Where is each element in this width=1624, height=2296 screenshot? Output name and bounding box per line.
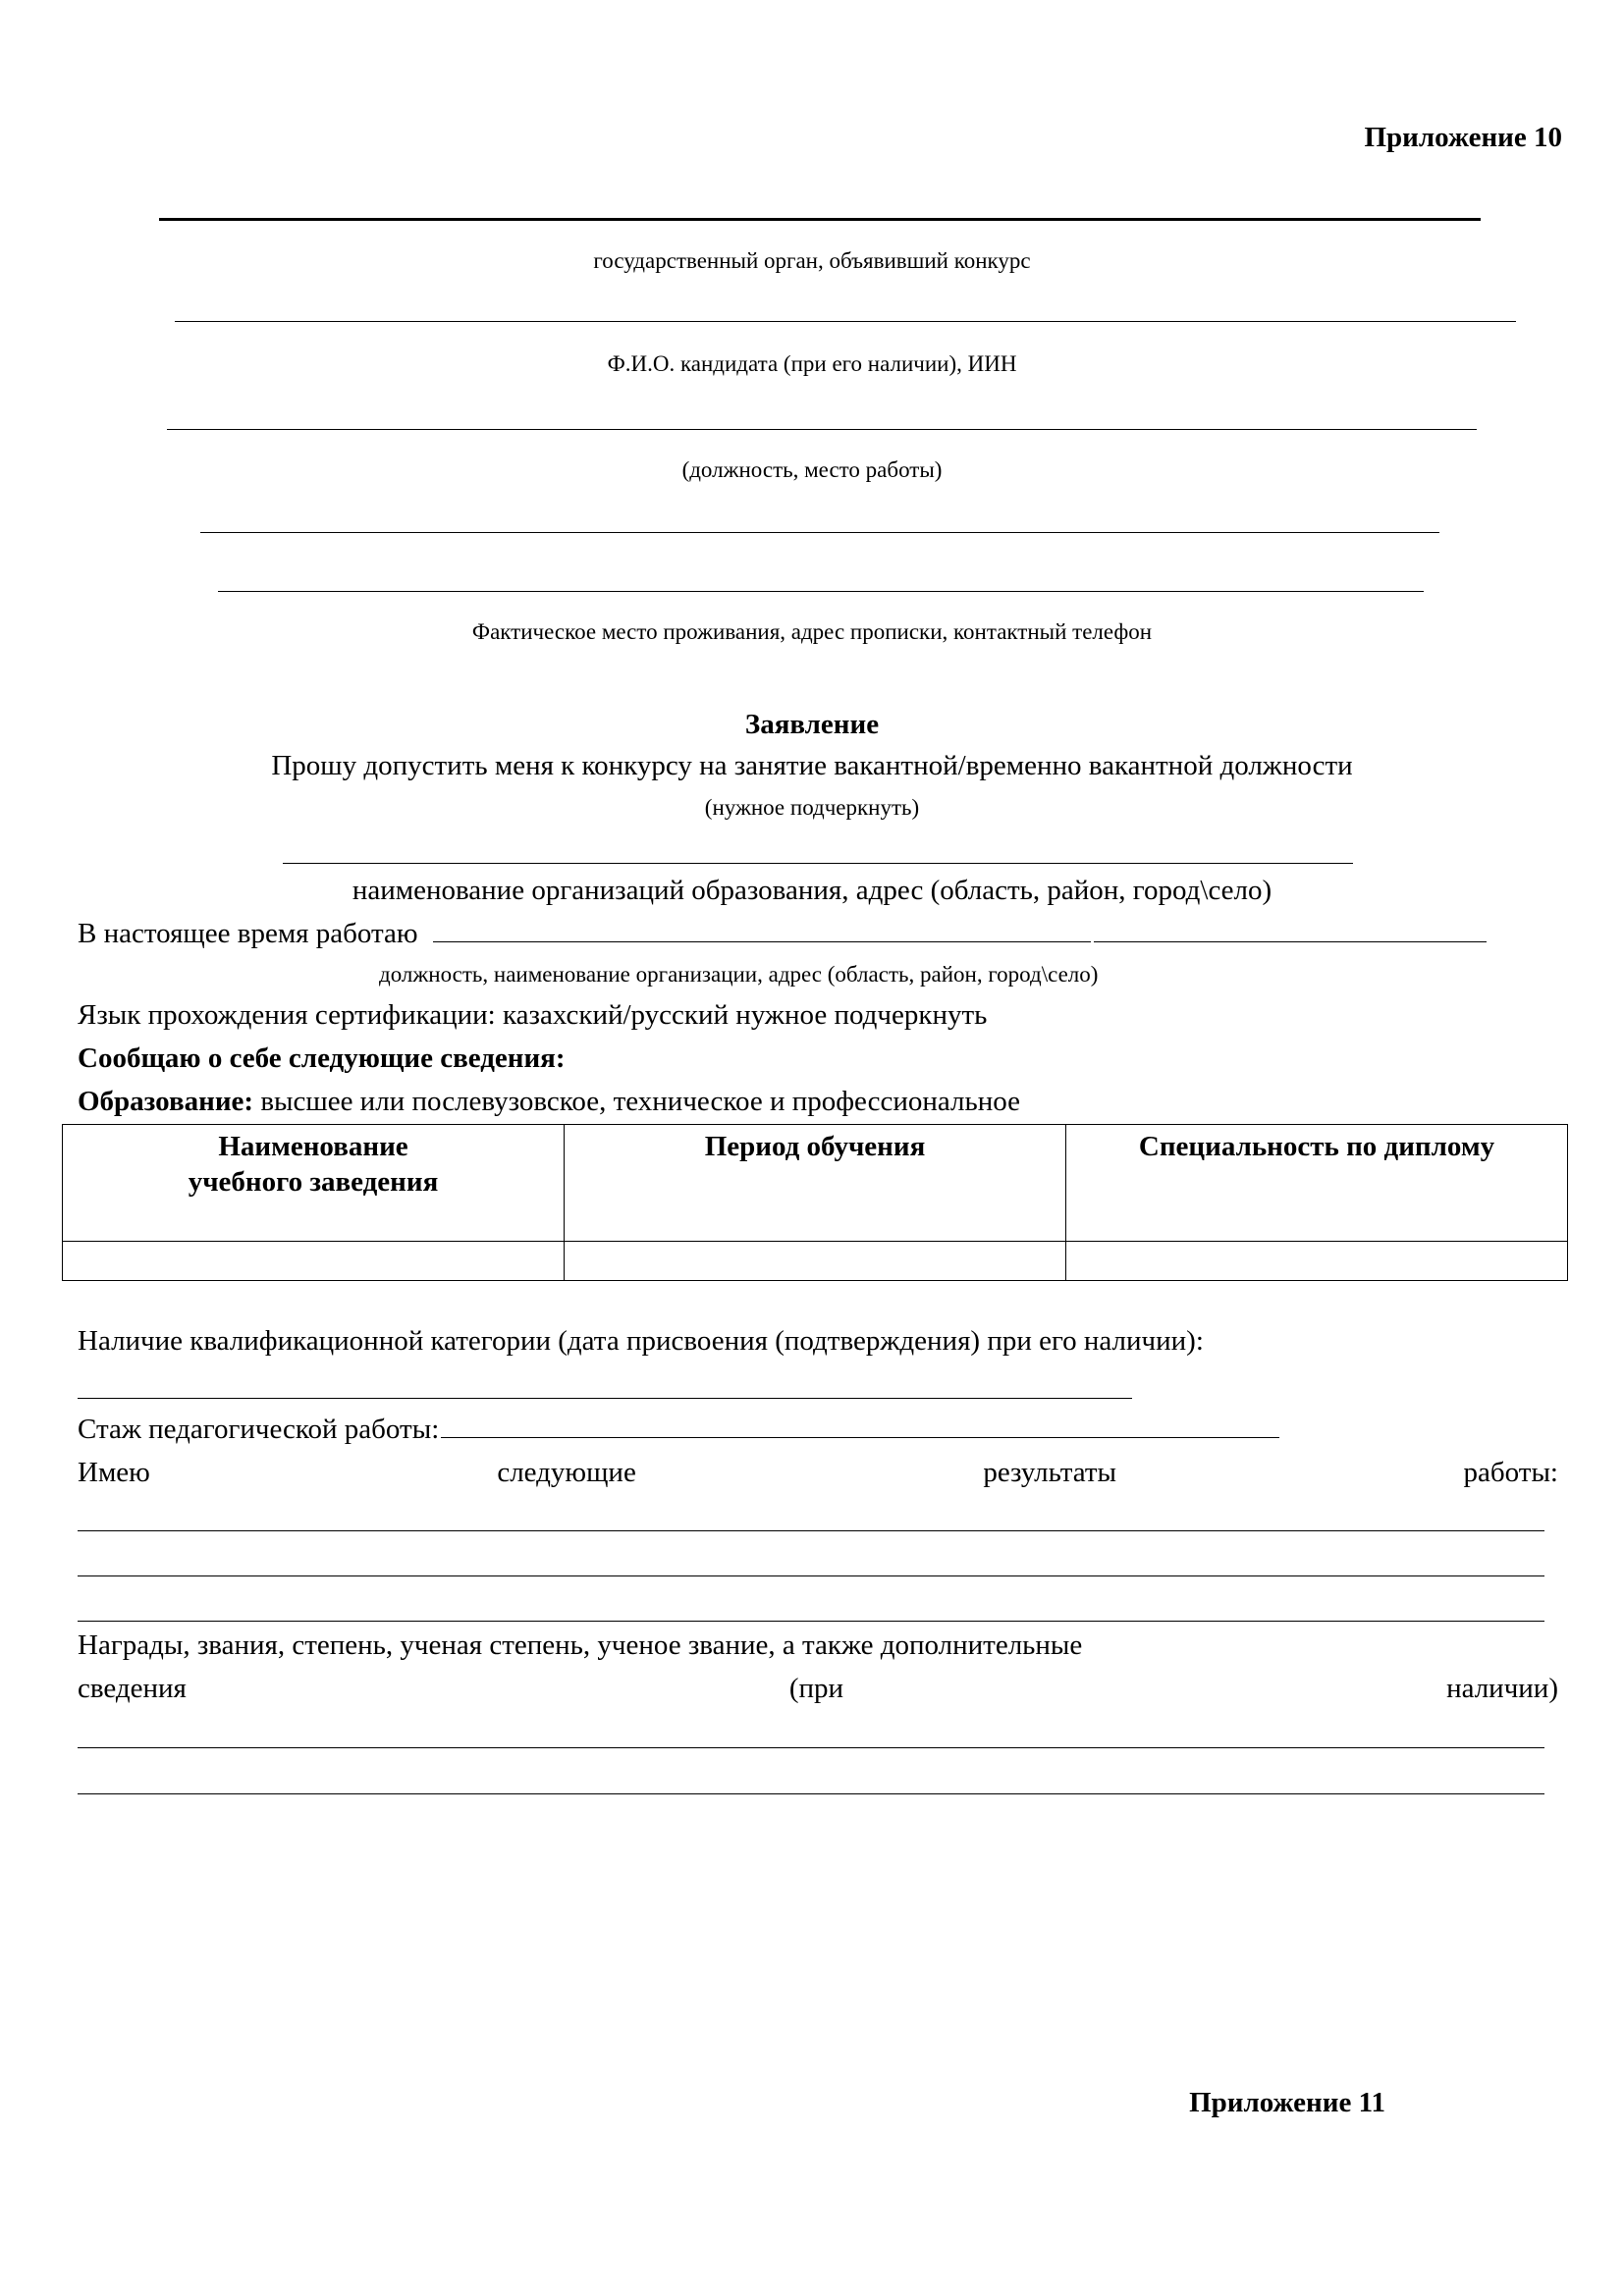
statement-title: Заявление bbox=[744, 709, 880, 740]
cell-institution[interactable] bbox=[63, 1242, 565, 1281]
language-line: Язык прохождения сертификации: казахский/русский нужное подчеркнуть bbox=[78, 999, 988, 1031]
awards-line: Награды, звания, степень, ученая степень, ученое звание, а также дополнительные bbox=[78, 1629, 1083, 1661]
working-line-2[interactable] bbox=[1094, 941, 1487, 942]
address-line-1[interactable] bbox=[200, 532, 1439, 533]
awards-answer-line-1[interactable] bbox=[78, 1747, 1544, 1748]
address-line-2[interactable] bbox=[218, 591, 1424, 592]
position-caption: (должность, место работы) bbox=[681, 457, 943, 482]
appendix-10-label: Приложение 10 bbox=[1364, 122, 1562, 153]
results-word-3: результаты bbox=[983, 1457, 1117, 1488]
results-answer-line-1[interactable] bbox=[78, 1530, 1544, 1531]
results-answer-line-3[interactable] bbox=[78, 1621, 1544, 1622]
header-specialty: Специальность по диплому bbox=[1066, 1125, 1568, 1242]
education-table-header-row bbox=[63, 1125, 1568, 1242]
awards-word-2: (при bbox=[788, 1673, 844, 1704]
qualification-answer-line[interactable] bbox=[78, 1398, 1132, 1399]
qualification-line: Наличие квалификационной категории (дата присвоения (подтверждения) при его наличии): bbox=[78, 1325, 1204, 1357]
results-line bbox=[78, 1457, 1558, 1489]
organization-line[interactable] bbox=[283, 863, 1353, 864]
org-line[interactable] bbox=[159, 218, 1481, 221]
underline-note: (нужное подчеркнуть) bbox=[704, 795, 920, 820]
address-caption: Фактическое место проживания, адрес прописки, контактный телефон bbox=[471, 619, 1153, 644]
header-institution: Наименование учебного заведения bbox=[63, 1125, 565, 1242]
statement-request: Прошу допустить меня к конкурсу на занятие вакантной/временно вакантной должности bbox=[271, 750, 1353, 781]
cell-period[interactable] bbox=[565, 1242, 1066, 1281]
about-heading: Сообщаю о себе следующие сведения: bbox=[78, 1042, 566, 1074]
fio-line[interactable] bbox=[175, 321, 1516, 322]
education-table-row bbox=[63, 1242, 1568, 1281]
organization-caption: наименование организаций образования, адрес (область, район, город\село) bbox=[352, 875, 1272, 906]
education-line bbox=[78, 1086, 1020, 1118]
results-word-1: Имею bbox=[78, 1457, 150, 1488]
results-answer-line-2[interactable] bbox=[78, 1575, 1544, 1576]
awards-word-3: наличии) bbox=[1446, 1673, 1558, 1704]
awards-answer-line-2[interactable] bbox=[78, 1793, 1544, 1794]
appendix-11-label: Приложение 11 bbox=[1189, 2087, 1385, 2118]
education-text: высшее или послевузовское, техническое и профессиональное bbox=[253, 1086, 1020, 1117]
education-table bbox=[62, 1124, 1568, 1281]
results-word-2: следующие bbox=[497, 1457, 636, 1488]
education-label: Образование: bbox=[78, 1086, 254, 1117]
experience-line[interactable] bbox=[441, 1437, 1279, 1438]
cell-specialty[interactable] bbox=[1066, 1242, 1568, 1281]
fio-caption: Ф.И.О. кандидата (при его наличии), ИИН bbox=[607, 351, 1017, 376]
experience-row bbox=[78, 1414, 1279, 1446]
awards-words-line bbox=[78, 1673, 1558, 1705]
working-line-1[interactable] bbox=[433, 941, 1091, 942]
working-caption: должность, наименование организации, адрес (область, район, город\село) bbox=[379, 962, 1099, 987]
results-word-4: работы: bbox=[1463, 1457, 1558, 1488]
working-row bbox=[78, 918, 1487, 950]
org-caption: государственный орган, объявивший конкурс bbox=[593, 248, 1031, 273]
working-label: В настоящее время работаю bbox=[78, 918, 418, 949]
awards-word-1: сведения bbox=[78, 1673, 187, 1704]
position-line[interactable] bbox=[167, 429, 1477, 430]
header-period: Период обучения bbox=[565, 1125, 1066, 1242]
experience-label: Стаж педагогической работы: bbox=[78, 1414, 440, 1445]
